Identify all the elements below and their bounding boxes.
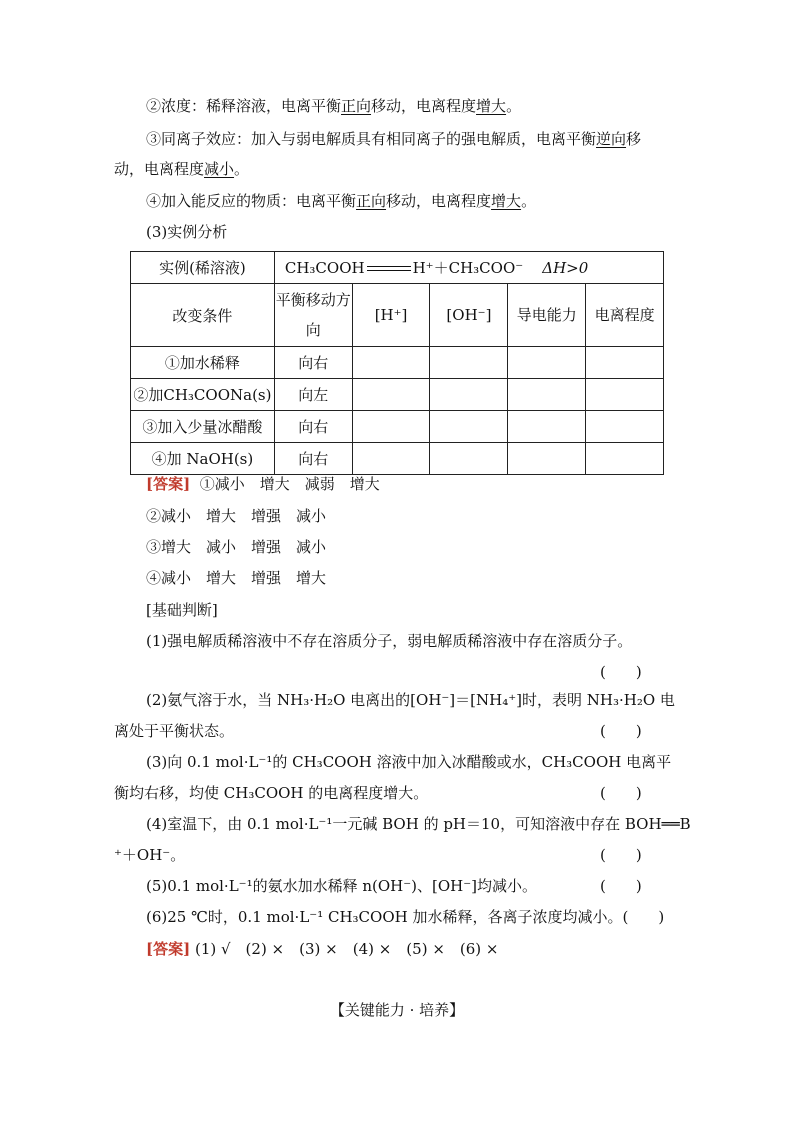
table-cell-direction: 向右: [274, 411, 352, 443]
paragraph-concentration: ②浓度：稀释溶液，电离平衡正向移动，电离程度增大。: [146, 97, 522, 115]
answer-line-2: ②减小 增大 增强 减小: [146, 507, 327, 525]
table-header-condition: 改变条件: [131, 284, 275, 347]
table-header-conductivity: 导电能力: [508, 284, 586, 347]
answer-tag: [答案]: [146, 940, 191, 958]
table-header-oh-conc: [OH⁻]: [430, 284, 508, 347]
paragraph-common-ion-1: ③同离子效应：加入与弱电解质具有相同离子的强电解质，电离平衡逆向移: [146, 130, 642, 148]
answer-tag: [答案]: [146, 475, 191, 493]
table-row: [131, 379, 664, 411]
judge-q4-line1: (4)室温下，由 0.1 mol·L⁻¹一元碱 BOH 的 pH＝10，可知溶液中存在 BOH══B: [146, 815, 691, 833]
judge-q2-line2: 离处于平衡状态。: [114, 722, 235, 740]
table-cell-condition: ①加水稀释: [131, 347, 275, 379]
answer-blank: ( ): [600, 877, 642, 895]
paragraph-common-ion-2: 动，电离程度减小。: [114, 160, 250, 178]
table-cell-condition: ③加入少量冰醋酸: [131, 411, 275, 443]
table-header-ionization-degree: 电离程度: [586, 284, 664, 347]
answer-line-4: ④减小 增大 增强 增大: [146, 569, 327, 587]
answer-line-1: [答案] ①减小 增大 减弱 增大: [146, 475, 380, 493]
answer-blank: ( ): [600, 784, 642, 802]
table-header-shift-direction: 平衡移动方向: [274, 284, 352, 347]
judge-q5: (5)0.1 mol·L⁻¹的氨水加水稀释 n(OH⁻)、[OH⁻]均减小。: [146, 877, 538, 895]
table-row: [131, 284, 664, 347]
answer-blank: ( ): [600, 663, 642, 681]
section-title: 【关键能力 · 培养】: [329, 1001, 465, 1019]
judge-q4-line2: ⁺＋OH⁻。: [114, 846, 186, 864]
example-analysis-heading: (3)实例分析: [146, 223, 228, 241]
judge-title: [基础判断]: [146, 601, 218, 619]
answer-blank: ( ): [600, 846, 642, 864]
example-table: [130, 251, 664, 475]
table-cell-direction: 向左: [274, 379, 352, 411]
paragraph-reactive-substance: ④加入能反应的物质：电离平衡正向移动，电离程度增大。: [146, 192, 537, 210]
answer-blank: ( ): [600, 722, 642, 740]
table-row: [131, 443, 664, 475]
table-cell-direction: 向右: [274, 347, 352, 379]
answer-line-3: ③增大 减小 增强 减小: [146, 538, 327, 556]
judge-q3-line2: 衡均右移，均使 CH₃COOH 的电离程度增大。: [114, 784, 429, 802]
table-cell-direction: 向右: [274, 443, 352, 475]
table-cell-condition: ④加 NaOH(s): [131, 443, 275, 475]
table-header-h-conc: [H⁺]: [352, 284, 430, 347]
table-cell-condition: ②加CH₃COONa(s): [131, 379, 275, 411]
judge-q6: (6)25 ℃时，0.1 mol·L⁻¹ CH₃COOH 加水稀释，各离子浓度均减小。( ): [146, 908, 665, 926]
judge-q1: (1)强电解质稀溶液中不存在溶质分子，弱电解质稀溶液中存在溶质分子。: [146, 632, 633, 650]
judge-answer: [答案] (1) √ (2) × (3) × (4) × (5) × (6) ×: [146, 940, 499, 958]
judge-q3-line1: (3)向 0.1 mol·L⁻¹的 CH₃COOH 溶液中加入冰醋酸或水，CH₃COOH 电离平: [146, 753, 672, 771]
table-cell-equation: CH₃COOH H⁺＋CH₃COO⁻ ΔH>0: [274, 252, 663, 284]
table-row: [131, 252, 664, 284]
table-row: [131, 347, 664, 379]
table-cell-example-label: 实例(稀溶液): [131, 252, 275, 284]
table-row: [131, 411, 664, 443]
judge-q2-line1: (2)氨气溶于水，当 NH₃·H₂O 电离出的[OH⁻]＝[NH₄⁺]时，表明 NH₃·H₂O 电: [146, 691, 675, 709]
equilibrium-arrow-icon: [367, 264, 411, 274]
